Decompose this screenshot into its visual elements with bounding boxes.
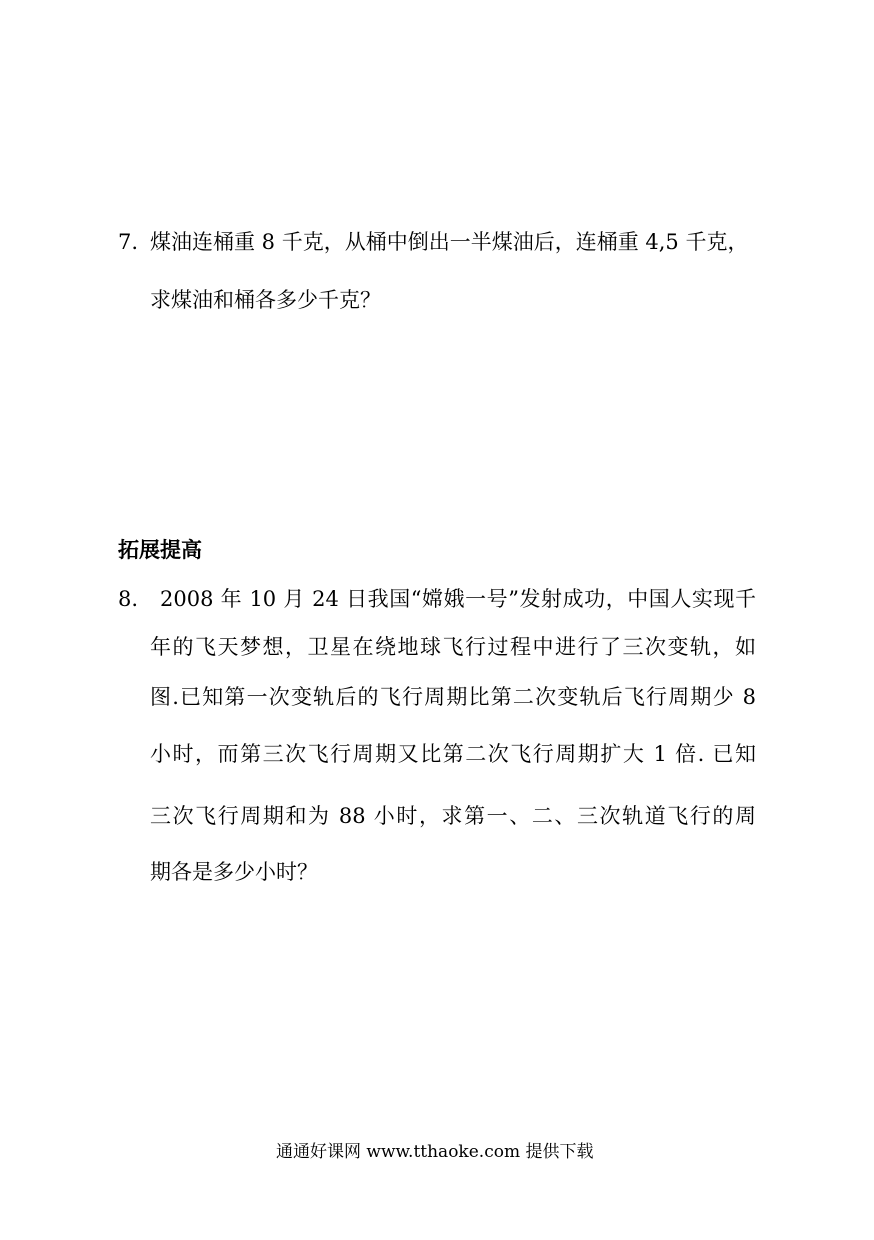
problem-8-line-3: 图.已知第一次变轨后的飞行周期比第二次变轨后飞行周期少 8 [150, 685, 756, 709]
section-heading: 拓展提高 [118, 538, 202, 562]
problem-8-line-5: 三次飞行周期和为 88 小时，求第一、二、三次轨道飞行的周 [150, 804, 756, 828]
problem-8-line-2: 年的飞天梦想，卫星在绕地球飞行过程中进行了三次变轨，如 [150, 635, 756, 659]
problem-8-line-6: 期各是多少小时？ [150, 860, 318, 884]
problem-8-line-1: 2008 年 10 月 24 日我国“嫦娥一号”发射成功，中国人实现千 [160, 587, 756, 611]
problem-8-number: 8. [118, 587, 139, 611]
problem-7-line-2: 求煤油和桶各多少千克？ [150, 288, 381, 312]
problem-7-line-1: 煤油连桶重 8 千克，从桶中倒出一半煤油后，连桶重 4,5 千克， [150, 230, 749, 254]
problem-7-number: 7. [118, 230, 139, 254]
page-footer: 通通好课网 www.tthaoke.com 提供下载 [276, 1142, 594, 1162]
problem-8-line-4: 小时，而第三次飞行周期又比第二次飞行周期扩大 1 倍. 已知 [150, 742, 756, 766]
